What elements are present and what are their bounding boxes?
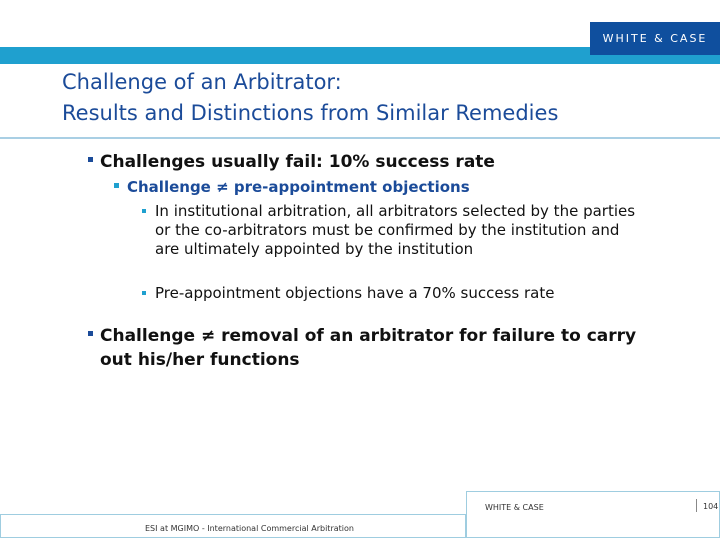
bullet-text: Challenge ≠ removal of an arbitrator for failure to carry out his/her functions (100, 326, 637, 370)
page-number: 104 (703, 502, 719, 511)
white-case-logo: WHITE & CASE (590, 22, 720, 55)
square-bullet-icon (142, 291, 146, 295)
square-bullet-icon (88, 157, 93, 162)
title-divider (0, 137, 720, 139)
footer-course-text: ESI at MGIMO - International Commercial Arbitration (145, 524, 354, 533)
footer-course-box (0, 514, 466, 538)
square-bullet-icon (88, 331, 93, 336)
footer-brand-text: WHITE & CASE (485, 503, 544, 512)
title-line-2: Results and Distinctions from Similar Remedies (62, 101, 559, 125)
footer-divider (696, 499, 697, 512)
bullet-level3-1 (142, 202, 644, 259)
bullet-level2-1 (114, 177, 694, 197)
square-bullet-icon (142, 209, 146, 213)
bullet-text: Challenge ≠ pre-appointment objections (127, 178, 470, 196)
bullet-text: In institutional arbitration, all arbitrators selected by the parties or the co-arbitrators must be confirmed by the institution and are ultimately appointed by the institution (155, 202, 636, 258)
footer-brand-box (466, 491, 720, 538)
bullet-level3-2 (142, 284, 702, 303)
bullet-text: Pre-appointment objections have a 70% success rate (155, 284, 555, 302)
bullet-level1-2 (88, 324, 648, 372)
bullet-text: Challenges usually fail: 10% success rate (100, 152, 495, 172)
bullet-level1-1 (88, 150, 688, 174)
title-line-1: Challenge of an Arbitrator: (62, 70, 342, 94)
slide-title (62, 67, 702, 129)
square-bullet-icon (114, 183, 119, 188)
